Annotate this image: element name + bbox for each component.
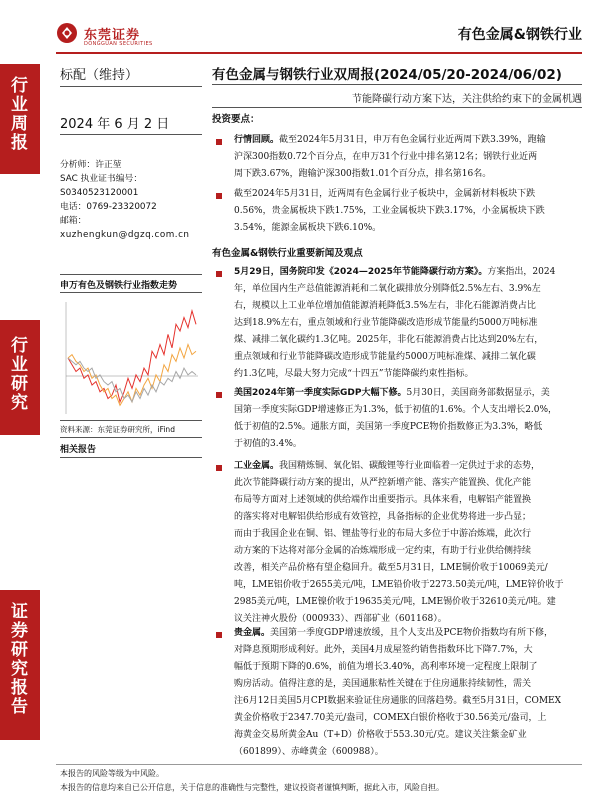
para-line: 年，单位国内生产总值能源消耗和二氧化碳排放分别降低2.5%左右、3.9%左 [234,284,541,294]
para-line: 5月30日，美国商务部数据显示，美 [406,388,550,398]
para-line: 周下跌3.67%，跑输沪深300指数1.01个百分点，排名第16名。 [234,169,492,179]
logo-mark-icon [56,22,78,44]
divider [60,437,202,438]
phone: 电话：0769-23320072 [60,202,157,212]
logo-text: 东莞证券 [84,27,141,43]
para-head: 贵金属。 [234,628,271,638]
para-line: 于初值的3.4%。 [234,439,302,449]
para-line: 对降息预期形成利好。此外，美国4月成屋签约销售指数环比下降7.7%，大 [234,645,533,655]
cert-number: S0340523120001 [60,188,139,198]
para-line: 重点领域和行业节能降碳改造形成节能量约5000万吨标准煤、减排二氧化碳 [234,352,536,362]
para-line: 2985美元/吨，LME镍价收于19635美元/吨，LME锡价收于32610美元/吨。建 [234,597,556,607]
news-section-title: 有色金属&钢铁行业重要新闻及观点 [212,248,363,259]
series-line-2 [68,358,196,402]
para-line: 截至2024年5月31日，近两周有色金属行业子板块中，金属新材料板块下跌 [234,189,536,199]
para-line: 的落实将对电解铝供给形成有效管控，具备指标的企业优势将进一步凸显； [234,512,532,522]
para-line: 约1.3亿吨，尽最大努力完成“十四五”节能降碳约束性指标。 [234,369,474,379]
para-line: 右，规模以上工业单位增加值能源消耗降低3.5%左右，非化石能源消费占比 [234,301,536,311]
divider [60,274,202,275]
paragraph-energy-policy [234,264,586,383]
para-line: 低于初值的2.5%。通胀方面，美国第一季度PCE物价指数修正为3.3%，略低 [234,422,543,432]
report-title: 有色金属与钢铁行业双周报(2024/05/20-2024/06/02) [212,67,562,83]
para-head: 行情回顾。 [234,135,280,145]
para-head: 美国2024年第一季度实际GDP大幅下修。 [234,388,407,398]
divider [60,86,202,87]
divider [60,457,202,458]
para-line: 方案指出，2024 [487,267,556,277]
sidebar-label-3: 证券研究报告 [7,602,27,716]
risk-level: 本报告的风险等级为中风险。 [60,769,164,778]
chart-title: 申万有色及钢铁行业指数走势 [60,281,178,291]
para-line: 我国精炼铜、氧化铝、碳酸锂等行业面临着一定供过于求的态势， [279,461,541,471]
paragraph-subsector [234,186,586,237]
divider [60,292,202,293]
divider [60,420,202,421]
para-line: 议关注神火股份（000933）、西部矿业（601168）。 [234,614,447,624]
sidebar-label-1: 行业周报 [7,76,27,152]
chart-source: 资料来源：东莞证券研究所，iFind [60,425,175,434]
para-line: 吨，LME铝价收于2655美元/吨，LME铅价收于2273.50美元/吨，LME锌价收于 [234,580,564,590]
para-line: 黄金价格收于2347.70美元/盎司，COMEX白银价格收于30.56美元/盎司，上 [234,713,547,723]
para-head: 工业金属。 [234,461,280,471]
footer-disclaimer [60,767,444,795]
para-line: 沪深300指数0.72个百分点，在申万31个行业中排名第12名；钢铁行业近两 [234,152,538,162]
email[interactable]: xuzhengkun@dgzq.com.cn [60,230,190,240]
analyst-info [60,158,189,242]
para-line: （601899）、赤峰黄金（600988）。 [234,747,384,757]
para-line: 此次节能降碳行动方案的提出，从严控新增产能、落实产能置换、优化产能 [234,478,532,488]
series-line-0 [68,311,196,402]
para-line: 海黄金交易所黄金Au（T+D）价格收于553.30元/克。建议关注紫金矿业 [234,730,527,740]
report-date: 2024 年 6 月 2 日 [60,117,170,132]
divider [212,84,582,85]
paragraph-us-gdp [234,385,586,453]
footer-divider [56,764,582,765]
email-label: 邮箱： [60,216,87,226]
key-points-title: 投资要点： [212,114,260,125]
rating: 标配（维持） [60,68,139,83]
para-line: 布局等方面对上述领域的供给端作出重要指示。具体来看，电解铝产能置换 [234,495,532,505]
para-line: 动方案的下达将对部分金属的冶炼端形成一定约束，有助于行业供给侧持续 [234,546,532,556]
series-line-1 [68,345,196,406]
paragraph-market-review [234,132,586,183]
para-line: 煤、减排二氧化碳约1.3亿吨。2025年，非化石能源消费占比达到20%左右， [234,335,544,345]
para-head: 5月29日，国务院印发《2024—2025年节能降碳行动方案》。 [234,267,488,277]
para-line: 0.56%，贵金属板块下跌1.75%，工业金属板块下跌3.17%，小金属板块下跌 [234,206,545,216]
analyst-name: 分析师：许正堃 [60,160,122,170]
para-line: 美国第一季度GDP增速放缓，且个人支出及PCE物价指数均有所下修， [270,628,553,638]
bullet [216,465,222,471]
para-line: 截至2024年5月31日，申万有色金属行业近两周下跌3.39%，跑输 [279,135,546,145]
report-subtitle: 节能降碳行动方案下达，关注供给约束下的金属机遇 [352,94,582,105]
sidebar-block-3 [0,590,40,740]
industry-label: 有色金属&钢铁行业 [457,27,582,43]
sidebar-block-2 [0,320,40,435]
disclaimer-text: 本报告的信息均来自已公开信息，关于信息的准确性与完整性，建议投资者谨慎判断，据此入市，风险自担。 [60,783,444,792]
related-reports-title: 相关报告 [60,445,97,455]
divider [60,134,202,135]
bullet [216,139,222,145]
sidebar-label-2: 行业研究 [7,336,27,412]
para-line: 幅低于预期下降的0.6%，前值为增长3.40%，高利率环境一定程度上限制了 [234,662,538,672]
header-divider [56,52,582,54]
logo-english: DONGGUAN SECURITIES [84,41,153,47]
para-line: 改善，相关产品价格有望企稳回升。截至5月31日，LME铜价收于10069美元/ [234,563,548,573]
bullet [216,632,222,638]
bullet [216,392,222,398]
para-line: 国第一季度实际GDP增速修正为1.3%，低于初值的1.6%。个人支出增长2.0%， [234,405,558,415]
sidebar-block-1 [0,64,40,174]
index-trend-chart [62,296,200,420]
para-line: 购房活动。值得注意的是，美国通胀粘性关键在于住房通胀持续韧性，需关 [234,679,532,689]
para-line: 而由于我国企业在铜、铝、锂盐等行业的布局大多位于中游冶炼端，此次行 [234,529,532,539]
para-line: 注6月12日美国5月CPI数据来验证住房通胀的回落趋势。截至5月31日，COMEX [234,696,562,706]
para-line: 达到18.9%左右，重点领域和行业节能降碳改造形成节能量约5000万吨标准 [234,318,538,328]
bullet [216,271,222,277]
divider [212,107,582,108]
cert-label: SAC 执业证书编号： [60,174,143,184]
para-line: 3.54%，能源金属板块下跌6.10%。 [234,223,382,233]
paragraph-industrial-metals [234,458,586,628]
paragraph-precious-metals [234,625,586,761]
bullet [216,193,222,199]
